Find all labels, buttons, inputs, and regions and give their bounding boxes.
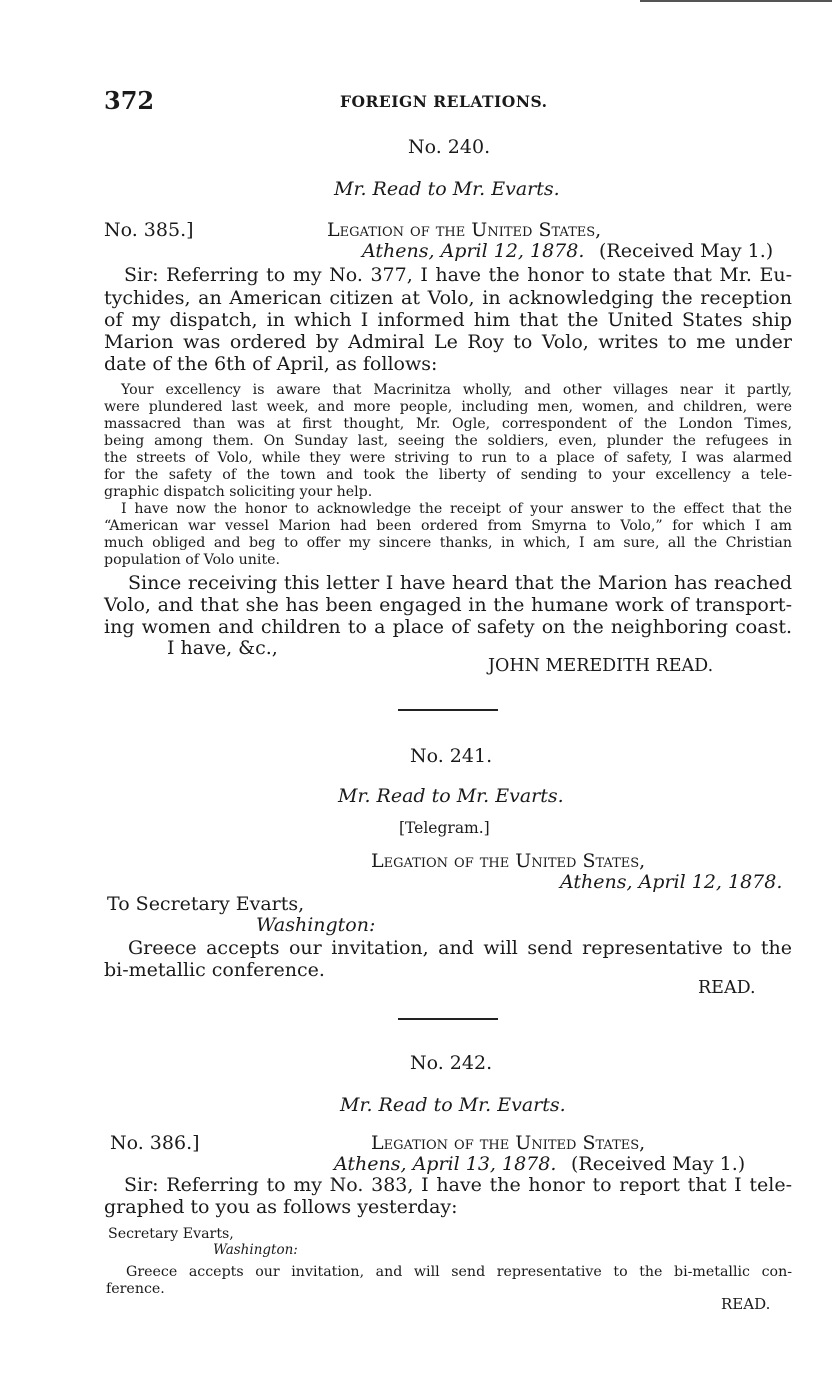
received-note: (Received May 1.) bbox=[599, 240, 774, 262]
body-line: Greece accepts our invitation, and will send representative to the bbox=[128, 937, 792, 959]
legation-heading: Legation of the United States, bbox=[371, 1132, 646, 1154]
body-line: ing women and children to a place of safety on the neighboring coast. bbox=[104, 616, 792, 638]
body-line: Sir: Referring to my No. 377, I have the honor to state that Mr. Eu- bbox=[124, 264, 792, 286]
body-line: Marion was ordered by Admiral Le Roy to Volo, writes to me under bbox=[104, 331, 792, 353]
quote-line: ference. bbox=[106, 1281, 165, 1297]
body-line: tychides, an American citizen at Volo, in acknowledging the reception bbox=[104, 287, 792, 309]
page-number: 372 bbox=[104, 86, 155, 115]
document-title: Mr. Read to Mr. Evarts. bbox=[340, 1094, 566, 1116]
section-divider bbox=[398, 1018, 498, 1020]
received-note: (Received May 1.) bbox=[571, 1153, 746, 1175]
body-line: Since receiving this letter I have heard that the Marion has reached bbox=[128, 572, 792, 594]
body-line: Volo, and that she has been engaged in the humane work of transport- bbox=[104, 594, 792, 616]
addressee-place: Washington: bbox=[213, 1242, 298, 1258]
signature: READ. bbox=[721, 1295, 771, 1313]
quote-line: much obliged and beg to offer my sincere thanks, in which, I am sure, all the Christian bbox=[104, 535, 792, 551]
addressee: Secretary Evarts, bbox=[108, 1226, 234, 1242]
quote-line: being among them. On Sunday last, seeing the soldiers, even, plunder the refugees in bbox=[104, 433, 792, 449]
addressee: To Secretary Evarts, bbox=[107, 893, 305, 915]
quote-line: population of Volo unite. bbox=[104, 552, 281, 568]
legation-heading: Legation of the United States, bbox=[327, 219, 602, 241]
legation-heading: Legation of the United States, bbox=[371, 850, 646, 872]
addressee-place: Washington: bbox=[256, 914, 376, 936]
body-line: Sir: Referring to my No. 383, I have the honor to report that I tele- bbox=[124, 1174, 792, 1196]
body-line: graphed to you as follows yesterday: bbox=[104, 1196, 458, 1218]
document-number: No. 240. bbox=[408, 136, 491, 158]
quote-line: “American war vessel Marion had been ordered from Smyrna to Volo,” for which I am bbox=[104, 518, 792, 534]
quote-line: graphic dispatch soliciting your help. bbox=[104, 484, 373, 500]
section-divider bbox=[398, 709, 498, 711]
quote-line: I have now the honor to acknowledge the receipt of your answer to the effect that the bbox=[121, 501, 792, 517]
quote-line: for the safety of the town and took the liberty of sending to your excellency a tele- bbox=[104, 467, 792, 483]
document-title: Mr. Read to Mr. Evarts. bbox=[338, 785, 564, 807]
dispatch-number: No. 386.] bbox=[110, 1132, 200, 1154]
place-date: Athens, April 12, 1878. bbox=[362, 240, 585, 262]
signature: READ. bbox=[698, 978, 756, 998]
document-number: No. 241. bbox=[410, 745, 493, 767]
quote-line: massacred than was at first thought, Mr. Ogle, correspondent of the London Times, bbox=[104, 416, 792, 432]
quote-line: Greece accepts our invitation, and will send representative to the bi-metallic con- bbox=[126, 1264, 792, 1280]
place-date: Athens, April 12, 1878. bbox=[560, 871, 783, 893]
quote-line: the streets of Volo, while they were striving to run to a place of safety, I was alarmed bbox=[104, 450, 792, 466]
scan-edge-line bbox=[640, 0, 832, 2]
quote-line: Your excellency is aware that Macrinitza wholly, and other villages near it partly, bbox=[121, 382, 792, 398]
sign-off: I have, &c., bbox=[167, 637, 278, 659]
running-title: FOREIGN RELATIONS. bbox=[340, 92, 548, 111]
body-line: date of the 6th of April, as follows: bbox=[104, 353, 438, 375]
quote-line: were plundered last week, and more people, including men, women, and children, were bbox=[104, 399, 792, 415]
dispatch-number: No. 385.] bbox=[104, 219, 194, 241]
body-line: of my dispatch, in which I informed him that the United States ship bbox=[104, 309, 792, 331]
document-title: Mr. Read to Mr. Evarts. bbox=[334, 178, 560, 200]
body-line: bi-metallic conference. bbox=[104, 959, 325, 981]
document-number: No. 242. bbox=[410, 1052, 493, 1074]
telegram-label: [Telegram.] bbox=[399, 819, 490, 837]
place-date: Athens, April 13, 1878. bbox=[334, 1153, 557, 1175]
signature: JOHN MEREDITH READ. bbox=[488, 656, 714, 676]
